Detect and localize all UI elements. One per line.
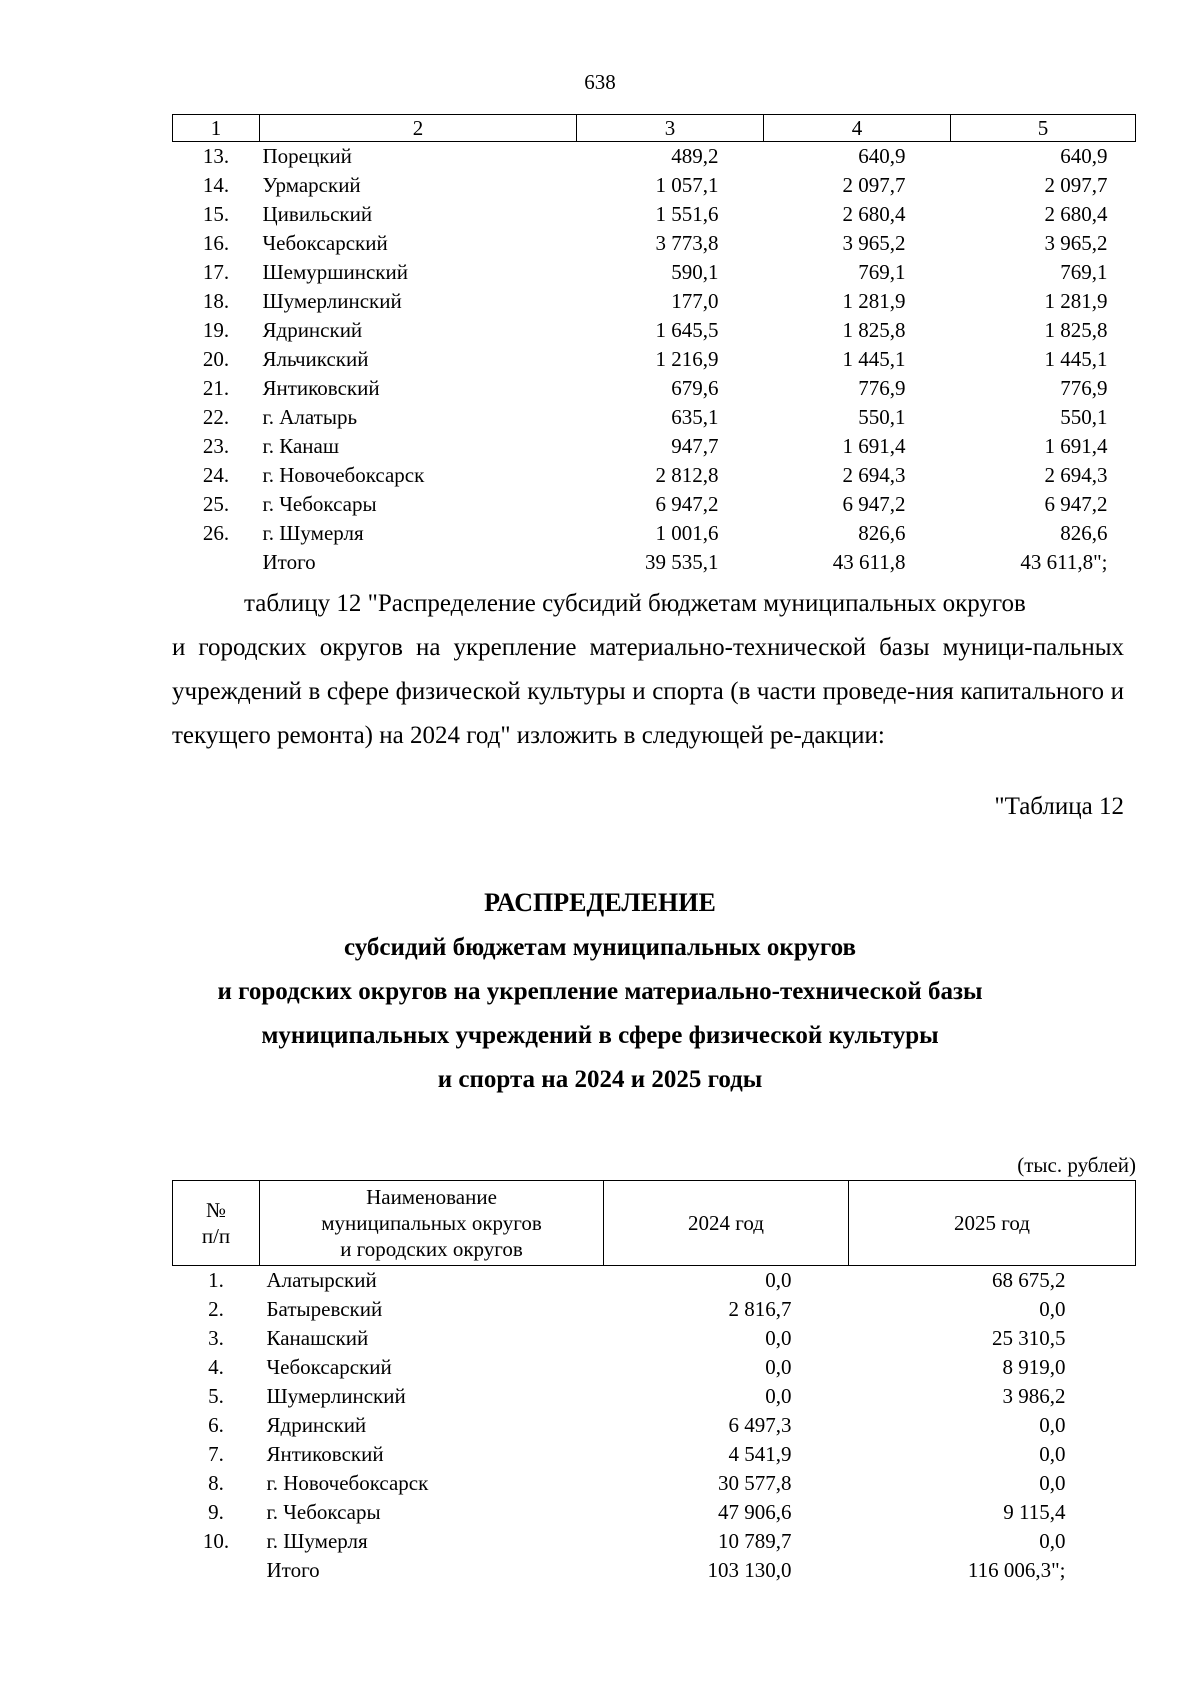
table-cell: 4 541,9 [728,1442,792,1466]
table-cell: Шумерлинский [262,289,402,313]
table-cell: 1 281,9 [842,289,906,313]
table-cell: Янтиковский [262,376,380,400]
table-cell: 0,0 [765,1326,792,1350]
table-cell: 23. [202,434,230,458]
table-cell: 1 825,8 [1044,318,1108,342]
table-cell: 25. [202,492,230,516]
column-header-2024: 2024 год [604,1181,849,1266]
table-cell: г. Чебоксары [262,492,377,516]
table-row [173,142,1136,172]
table-row [173,258,1136,287]
table-row [173,461,1136,490]
table-cell: 22. [202,405,230,429]
table-cell: 0,0 [1039,1442,1066,1466]
table-row [173,1266,1136,1296]
table-cell: 16. [202,231,230,255]
table-cell: 1 057,1 [655,173,719,197]
table-cell: 39 535,1 [645,550,719,574]
table-cell: г. Новочебоксарск [262,463,425,487]
table-cell: 1 216,9 [655,347,719,371]
table-cell: г. Чебоксары [266,1500,381,1524]
table-cell: 3. [208,1326,224,1350]
table-cell: 1 445,1 [1044,347,1108,371]
column-header-1: 1 [173,115,260,142]
table-cell: 590,1 [671,260,719,284]
table-row [173,1498,1136,1527]
table-cell: 489,2 [671,144,719,168]
heading-subtitle [0,926,1200,1102]
table-cell: Яльчикский [262,347,369,371]
table-total-row [173,548,1136,577]
column-header-5: 5 [951,115,1136,142]
table-cell: 1. [208,1268,224,1292]
table-cell: 9. [208,1500,224,1524]
table-cell: Канашский [266,1326,369,1350]
column-header-3: 3 [577,115,764,142]
table-cell: 6 497,3 [728,1413,792,1437]
table-cell: 0,0 [765,1355,792,1379]
table-cell: 10 789,7 [718,1529,792,1553]
table-total-row [173,1556,1136,1585]
table-cell: 1 001,6 [655,521,719,545]
table-cell: 826,6 [1060,521,1108,545]
table-cell: Порецкий [262,144,352,168]
column-header-2: 2 [260,115,577,142]
table-cell: 20. [202,347,230,371]
table-cell: Батыревский [266,1297,383,1321]
table-cell: 2. [208,1297,224,1321]
table-cell: Ядринский [262,318,363,342]
table-row [173,490,1136,519]
table-row [173,200,1136,229]
table-cell: 2 694,3 [842,463,906,487]
table-row [173,1440,1136,1469]
table-cell: 3 773,8 [655,231,719,255]
table-cell: 3 965,2 [1044,231,1108,255]
table-cell: 13. [202,144,230,168]
table-header-row [173,115,1136,142]
table-row [173,1469,1136,1498]
table-cell: Шемуршинский [262,260,408,284]
table-cell: 3 965,2 [842,231,906,255]
table-cell: 1 645,5 [655,318,719,342]
table-cell: 24. [202,463,230,487]
table-cell: 1 691,4 [842,434,906,458]
table-cell: 177,0 [671,289,719,313]
table-cell: г. Шумерля [266,1529,368,1553]
table-cell: 1 551,6 [655,202,719,226]
table-cell: 0,0 [1039,1297,1066,1321]
heading-line: субсидий бюджетам муниципальных округов [344,934,856,961]
table-cell: г. Алатырь [262,405,358,429]
table-row [173,432,1136,461]
table-cell: 15. [202,202,230,226]
table-cell: 679,6 [671,376,719,400]
table-row [173,374,1136,403]
table-row [173,1411,1136,1440]
table-cell: 21. [202,376,230,400]
table-cell: 776,9 [858,376,906,400]
table-row [173,1295,1136,1324]
table-cell: Чебоксарский [266,1355,392,1379]
column-header-number: № п/п [173,1181,260,1266]
table-cell: 1 691,4 [1044,434,1108,458]
table-cell: 776,9 [1060,376,1108,400]
table-cell: 2 097,7 [842,173,906,197]
table-cell: 640,9 [1060,144,1108,168]
table-cell: 26. [202,521,230,545]
table-cell: 0,0 [1039,1529,1066,1553]
table-cell: 4. [208,1355,224,1379]
paragraph-body: и городских округов на укрепление материально-технической базы муници-пальных учреждений в сфере физической культуры и спорта (в части проведе-ния капитального и текущего ремонта) на 2024 год" изложить в следующей ре-дакции: [172,634,1124,749]
table-cell: Ядринский [266,1413,367,1437]
table-row [173,316,1136,345]
table-cell: 8. [208,1471,224,1495]
table-row [173,345,1136,374]
table-cell: Цивильский [262,202,373,226]
table-cell: 7. [208,1442,224,1466]
table-cell: 0,0 [1039,1471,1066,1495]
table-cell: 5. [208,1384,224,1408]
table-cell: 68 675,2 [992,1268,1066,1292]
table-row [173,519,1136,548]
table-cell: 2 097,7 [1044,173,1108,197]
table-continuation [172,114,1136,577]
table-cell: 25 310,5 [992,1326,1066,1350]
page-number: 638 [584,70,616,94]
table-cell: 43 611,8"; [1020,550,1108,574]
table-cell: Шумерлинский [266,1384,406,1408]
table-cell: 0,0 [765,1384,792,1408]
distribution-table [172,1180,1136,1585]
table-row [173,1353,1136,1382]
table-cell: 17. [202,260,230,284]
table-cell: 10. [202,1529,230,1553]
table-cell: 14. [202,173,230,197]
table-cell: 1 445,1 [842,347,906,371]
paragraph-first-line: таблицу 12 "Распределение субсидий бюджетам муниципальных округов [244,590,1026,617]
table-cell: 43 611,8 [832,550,906,574]
table-cell: 2 680,4 [842,202,906,226]
table-cell: г. Шумерля [262,521,364,545]
table-cell: 19. [202,318,230,342]
table-cell: 47 906,6 [718,1500,792,1524]
table-cell [173,548,260,577]
table-cell: 0,0 [1039,1413,1066,1437]
heading-title: РАСПРЕДЕЛЕНИЕ [484,888,716,917]
table-row [173,1527,1136,1556]
table-cell: 116 006,3"; [967,1558,1066,1582]
table-cell: Итого [266,1558,320,1582]
table-cell: 769,1 [858,260,906,284]
heading-line: и спорта на 2024 и 2025 годы [437,1066,763,1093]
table-cell: 635,1 [671,405,719,429]
column-header-name: Наименование муниципальных округов и городских округов [260,1181,604,1266]
table-row [173,171,1136,200]
table-cell: г. Новочебоксарск [266,1471,429,1495]
table-cell: 947,7 [671,434,719,458]
table-cell: 18. [202,289,230,313]
table-row [173,403,1136,432]
table-cell: 9 115,4 [1003,1500,1066,1524]
table-cell: 6 947,2 [842,492,906,516]
table-label: "Таблица 12 [994,793,1124,820]
table-cell: Итого [262,550,316,574]
table-cell: 1 281,9 [1044,289,1108,313]
table-cell [173,1556,260,1585]
units-label: (тыс. рублей) [1017,1153,1136,1177]
heading-line: и городских округов на укрепление материально-технической базы [217,978,983,1005]
table-cell: 6. [208,1413,224,1437]
table-row [173,1324,1136,1353]
table-cell: Янтиковский [266,1442,384,1466]
table-header-row [173,1181,1136,1266]
table-cell: 2 694,3 [1044,463,1108,487]
table-cell: Алатырский [266,1268,377,1292]
table-cell: 826,6 [858,521,906,545]
table-cell: 550,1 [858,405,906,429]
table-cell: 2 680,4 [1044,202,1108,226]
table-cell: 6 947,2 [655,492,719,516]
heading-line: муниципальных учреждений в сфере физической культуры [261,1022,939,1049]
table-cell: 2 816,7 [728,1297,792,1321]
table-cell: г. Канаш [262,434,340,458]
table-row [173,287,1136,316]
table-row [173,229,1136,258]
table-cell: 6 947,2 [1044,492,1108,516]
column-header-2025: 2025 год [849,1181,1136,1266]
table-cell: Урмарский [262,173,361,197]
table-cell: Чебоксарский [262,231,388,255]
table-cell: 30 577,8 [718,1471,792,1495]
table-cell: 0,0 [765,1268,792,1292]
table-cell: 3 986,2 [1002,1384,1066,1408]
table-cell: 103 130,0 [707,1558,792,1582]
table-cell: 1 825,8 [842,318,906,342]
amendment-paragraph [172,582,1124,758]
table-cell: 550,1 [1060,405,1108,429]
column-header-4: 4 [764,115,951,142]
table-cell: 2 812,8 [655,463,719,487]
table-cell: 640,9 [858,144,906,168]
table-row [173,1382,1136,1411]
table-cell: 769,1 [1060,260,1108,284]
table-cell: 8 919,0 [1002,1355,1066,1379]
